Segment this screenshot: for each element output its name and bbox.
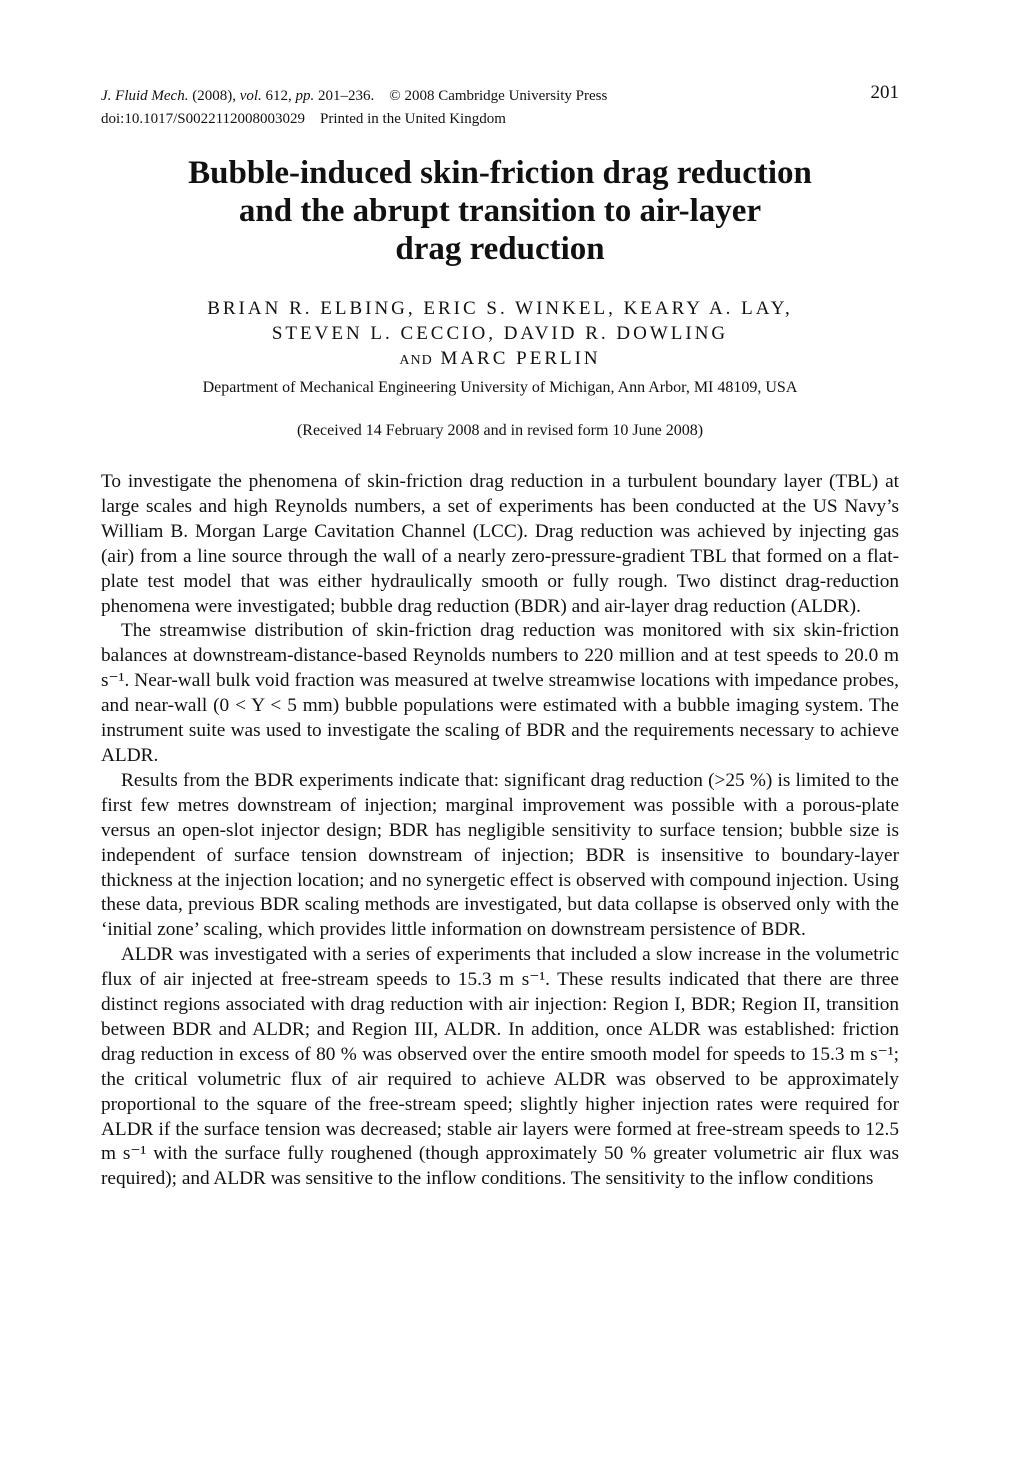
title-line-1: Bubble-induced skin-friction drag reduction (188, 155, 812, 191)
title-line-2: and the abrupt transition to air-layer (238, 193, 762, 229)
doi: doi:10.1017/S0022112008003029 (101, 111, 306, 127)
abstract (101, 470, 899, 1192)
journal-name: J. Fluid Mech. (101, 88, 189, 104)
authors-line-1: BRIAN R. ELBING, ERIC S. WINKEL, KEARY A. LAY, (207, 298, 793, 319)
affiliation: Department of Mechanical Engineering University of Michigan, Ann Arbor, MI 48109, USA (202, 379, 798, 396)
volume-label: vol. (239, 88, 262, 104)
volume-number: 612, (265, 88, 292, 104)
page-range: 201–236. (318, 88, 375, 104)
citation-line (101, 85, 899, 108)
page-number: 201 (870, 82, 899, 103)
author-list (101, 296, 899, 373)
abstract-paragraph-1: To investigate the phenomena of skin-friction drag reduction in a turbulent boundary layer (TBL) at large scales and high Reynolds numbers, a set of experiments has been conducted at the US Navy’s William B. Morgan Large Cavitation Channel (LCC). Drag reduction was achieved by injecting gas (air) from a line source through the wall of a nearly zero-pressure-gradient TBL that formed on a flat-plate test model that was either hydraulically smooth or fully rough. Two distinct drag-reduction phenomena were investigated; bubble drag reduction (BDR) and air-layer drag reduction (ALDR). (101, 471, 899, 617)
paper-title (101, 154, 899, 268)
authors-and: AND (399, 353, 433, 368)
printed-note: Printed in the United Kingdom (320, 111, 506, 127)
pages-label: pp. (295, 88, 315, 104)
received-dates: (Received 14 February 2008 and in revised form 10 June 2008) (296, 422, 704, 439)
doi-line (101, 108, 899, 131)
abstract-paragraph-2: The streamwise distribution of skin-friction drag reduction was monitored with six skin-friction balances at downstream-distance-based Reynolds numbers to 220 million and at test speeds to 20.0 m s⁻¹. Near-wall bulk void fraction was measured at twelve streamwise locations with impedance probes, and near-wall (0 < Y < 5 mm) bubble populations were estimated with a bubble imaging system. The instrument suite was used to investigate the scaling of BDR and the requirements necessary to achieve ALDR. (101, 620, 899, 766)
abstract-paragraph-4: ALDR was investigated with a series of experiments that included a slow increase in the volumetric flux of air injected at free-stream speeds to 15.3 m s⁻¹. These results indicated that there are three distinct regions associated with drag reduction with air injection: Region I, BDR; Region II, transition between BDR and ALDR; and Region III, ALDR. In addition, once ALDR was established: friction drag reduction in excess of 80 % was observed over the entire smooth model for speeds to 15.3 m s⁻¹; the critical volumetric flux of air required to achieve ALDR was observed to be approximately proportional to the square of the free-stream speed; slightly higher injection rates were required for ALDR if the surface tension was decreased; stable air layers were formed at free-stream speeds to 12.5 m s⁻¹ with the surface fully roughened (though approximately 50 % greater volumetric air flux was required); and ALDR was sensitive to the inflow conditions. The sensitivity to the inflow conditions (101, 944, 899, 1190)
authors-line-3 (101, 346, 899, 373)
abstract-paragraph-3: Results from the BDR experiments indicate that: significant drag reduction (>25 %) is limited to the first few metres downstream of injection; marginal improvement was possible with a porous-plate versus an open-slot injector design; BDR has negligible sensitivity to surface tension; bubble size is independent of surface tension downstream of injection; BDR is insensitive to boundary-layer thickness at the injection location; and no synergetic effect is observed with compound injection. Using these data, previous BDR scaling methods are investigated, but data collapse is observed only with the ‘initial zone’ scaling, which provides little information on downstream persistence of BDR. (101, 769, 899, 941)
copyright-notice: © 2008 Cambridge University Press (389, 88, 608, 104)
authors-line-2: STEVEN L. CECCIO, DAVID R. DOWLING (271, 323, 729, 344)
title-line-3: drag reduction (395, 231, 605, 267)
journal-year: (2008), (192, 88, 236, 104)
running-header (101, 82, 899, 131)
last-author: MARC PERLIN (440, 348, 601, 369)
